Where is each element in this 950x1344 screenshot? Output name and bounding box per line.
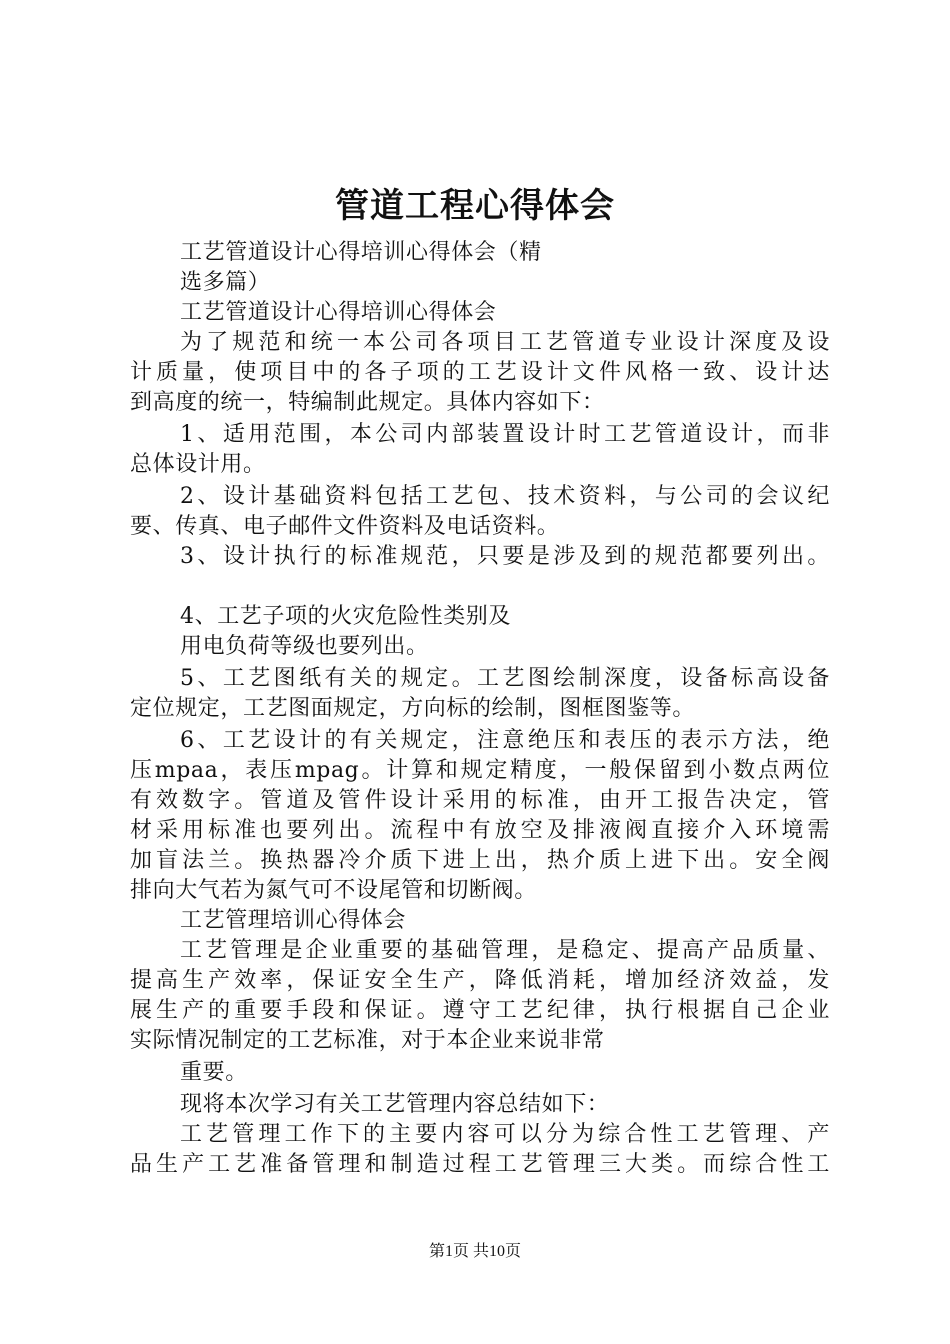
text-line: 2、设计基础资料包括工艺包、技术资料，与公司的会议纪 — [180, 484, 830, 509]
text-line: 工艺管理是企业重要的基础管理，是稳定、提高产品质量、 — [180, 938, 830, 963]
text-line: 3、设计执行的标准规范，只要是涉及到的规范都要列出。 — [180, 544, 830, 569]
text-line: 工艺管理工作下的主要内容可以分为综合性工艺管理、产 — [180, 1122, 830, 1147]
text-line: 有效数字。管道及管件设计采用的标准，由开工报告决定，管 — [130, 788, 830, 813]
text-line: 6、工艺设计的有关规定，注意绝压和表压的表示方法，绝 — [180, 728, 830, 753]
text-line: 加盲法兰。换热器冷介质下进上出，热介质上进下出。安全阀 — [130, 848, 830, 873]
text-line: 现将本次学习有关工艺管理内容总结如下： — [180, 1092, 610, 1117]
text-line: 实际情况制定的工艺标准，对于本企业来说非常 — [130, 1028, 605, 1053]
page-number-footer: 第1页 共10页 — [428, 1243, 521, 1260]
text-line: 工艺管道设计心得培训心得体会 — [180, 300, 497, 325]
text-line: 提高生产效率，保证安全生产，降低消耗，增加经济效益，发 — [130, 968, 830, 993]
text-line: 材采用标准也要列出。流程中有放空及排液阀直接介入环境需 — [130, 818, 830, 843]
text-line: 压mpaa，表压mpag。计算和规定精度，一般保留到小数点两位 — [130, 758, 830, 783]
text-line: 要、传真、电子邮件文件资料及电话资料。 — [130, 514, 560, 539]
text-line: 展生产的重要手段和保证。遵守工艺纪律，执行根据自己企业 — [130, 998, 830, 1023]
text-line: 重要。 — [180, 1060, 248, 1085]
text-line: 品生产工艺准备管理和制造过程工艺管理三大类。而综合性工 — [130, 1152, 830, 1177]
text-line: 排向大气若为氮气可不设尾管和切断阀。 — [130, 878, 537, 903]
text-line: 定位规定，工艺图面规定，方向标的绘制，图框图鉴等。 — [130, 696, 696, 721]
text-line: 选多篇） — [180, 270, 271, 295]
text-line: 工艺管道设计心得培训心得体会（精 — [180, 240, 542, 265]
document-title: 管道工程心得体会 — [335, 186, 615, 226]
text-line: 1、适用范围，本公司内部装置设计时工艺管道设计，而非 — [180, 422, 830, 447]
text-line: 为了规范和统一本公司各项目工艺管道专业设计深度及设 — [180, 330, 830, 355]
text-line: 4、工艺子项的火灾危险性类别及 — [180, 604, 511, 629]
text-line: 总体设计用。 — [130, 452, 266, 477]
text-line: 工艺管理培训心得体会 — [180, 908, 407, 933]
text-line: 到高度的统一，特编制此规定。具体内容如下： — [130, 390, 605, 415]
text-line: 计质量，使项目中的各子项的工艺设计文件风格一致、设计达 — [130, 360, 830, 385]
text-line: 5、工艺图纸有关的规定。工艺图绘制深度，设备标高设备 — [180, 666, 830, 691]
text-line: 用电负荷等级也要列出。 — [180, 634, 429, 659]
